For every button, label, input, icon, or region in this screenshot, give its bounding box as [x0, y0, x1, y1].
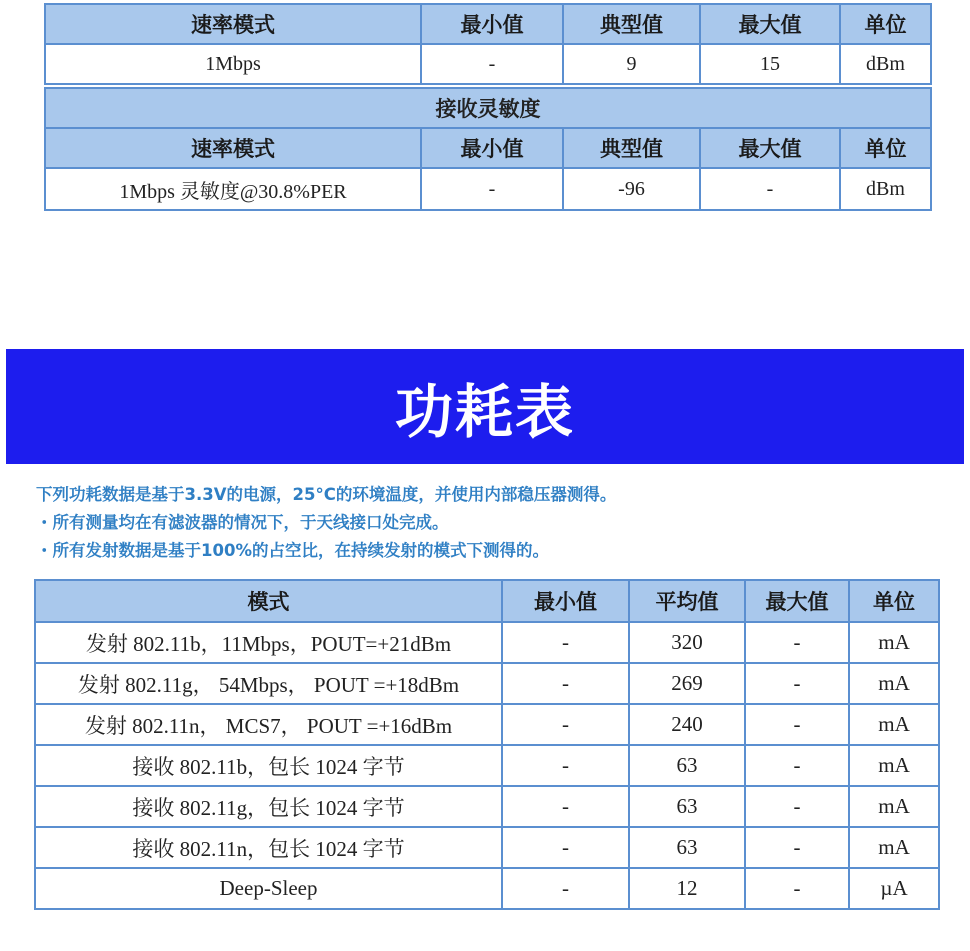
- cell-max: -: [745, 786, 849, 827]
- cell-typical: -96: [563, 168, 700, 210]
- cell-max: -: [745, 868, 849, 909]
- power-header-row: [35, 580, 939, 622]
- section-title-rx-sensitivity: 接收灵敏度: [45, 88, 931, 128]
- header-max: 最大值: [745, 580, 849, 622]
- cell-unit: mA: [849, 827, 939, 868]
- note-line: 下列功耗数据是基于3.3V的电源，25°C的环境温度，并使用内部稳压器测得。: [36, 485, 617, 504]
- note-line: ・所有测量均在有滤波器的情况下，于天线接口处完成。: [36, 513, 449, 532]
- table-row: [45, 168, 931, 210]
- header-max: 最大值: [700, 4, 840, 44]
- cell-average: 240: [629, 704, 745, 745]
- header-rate-mode: 速率模式: [45, 128, 421, 168]
- cell-typical: 9: [563, 44, 700, 84]
- rf-spec-table: [44, 3, 932, 211]
- table-row: [35, 622, 939, 663]
- cell-mode: Deep-Sleep: [35, 868, 502, 909]
- cell-min: -: [502, 663, 629, 704]
- cell-max: -: [745, 663, 849, 704]
- header-min: 最小值: [421, 128, 563, 168]
- cell-unit: mA: [849, 704, 939, 745]
- header-rate-mode: 速率模式: [45, 4, 421, 44]
- cell-mode: 发射 802.11n， MCS7， POUT =+16dBm: [35, 704, 502, 745]
- cell-max: -: [745, 622, 849, 663]
- banner-title: 功耗表: [394, 377, 575, 446]
- note-line: ・所有发射数据是基于100%的占空比，在持续发射的模式下测得的。: [36, 541, 549, 560]
- header-max: 最大值: [700, 128, 840, 168]
- cell-unit: mA: [849, 786, 939, 827]
- cell-average: 269: [629, 663, 745, 704]
- cell-max: -: [700, 168, 840, 210]
- header-unit: 单位: [840, 4, 931, 44]
- cell-average: 63: [629, 745, 745, 786]
- cell-unit: dBm: [840, 168, 931, 210]
- table-row: [35, 868, 939, 909]
- header-unit: 单位: [840, 128, 931, 168]
- cell-mode: 发射 802.11b，11Mbps，POUT=+21dBm: [35, 622, 502, 663]
- cell-average: 63: [629, 786, 745, 827]
- header-average: 平均值: [629, 580, 745, 622]
- cell-mode: 接收 802.11n，包长 1024 字节: [35, 827, 502, 868]
- cell-mode: 发射 802.11g， 54Mbps， POUT =+18dBm: [35, 663, 502, 704]
- cell-max: 15: [700, 44, 840, 84]
- cell-max: -: [745, 745, 849, 786]
- cell-min: -: [502, 786, 629, 827]
- cell-rate-mode: 1Mbps 灵敏度@30.8%PER: [45, 168, 421, 210]
- cell-unit: mA: [849, 622, 939, 663]
- table-row: [35, 745, 939, 786]
- notes-block: [36, 481, 616, 565]
- table-row: [35, 663, 939, 704]
- cell-average: 320: [629, 622, 745, 663]
- cell-mode: 接收 802.11b，包长 1024 字节: [35, 745, 502, 786]
- cell-rate-mode: 1Mbps: [45, 44, 421, 84]
- cell-min: -: [502, 704, 629, 745]
- header-unit: 单位: [849, 580, 939, 622]
- cell-average: 12: [629, 868, 745, 909]
- cell-min: -: [421, 44, 563, 84]
- header-min: 最小值: [421, 4, 563, 44]
- rx-header-row: [45, 128, 931, 168]
- cell-min: -: [502, 745, 629, 786]
- header-typical: 典型值: [563, 128, 700, 168]
- cell-unit: mA: [849, 745, 939, 786]
- cell-min: -: [421, 168, 563, 210]
- cell-max: -: [745, 704, 849, 745]
- cell-min: -: [502, 868, 629, 909]
- table-row: [35, 704, 939, 745]
- tx-header-row: [45, 4, 931, 44]
- table-row: [35, 827, 939, 868]
- header-mode: 模式: [35, 580, 502, 622]
- cell-unit: dBm: [840, 44, 931, 84]
- power-consumption-table: [34, 579, 940, 910]
- section-row: [45, 88, 931, 128]
- header-min: 最小值: [502, 580, 629, 622]
- cell-min: -: [502, 827, 629, 868]
- table-row: [35, 786, 939, 827]
- cell-unit: µA: [849, 868, 939, 909]
- cell-max: -: [745, 827, 849, 868]
- table-row: [45, 44, 931, 84]
- header-typical: 典型值: [563, 4, 700, 44]
- cell-min: -: [502, 622, 629, 663]
- cell-unit: mA: [849, 663, 939, 704]
- cell-average: 63: [629, 827, 745, 868]
- cell-mode: 接收 802.11g，包长 1024 字节: [35, 786, 502, 827]
- section-banner: [6, 349, 964, 464]
